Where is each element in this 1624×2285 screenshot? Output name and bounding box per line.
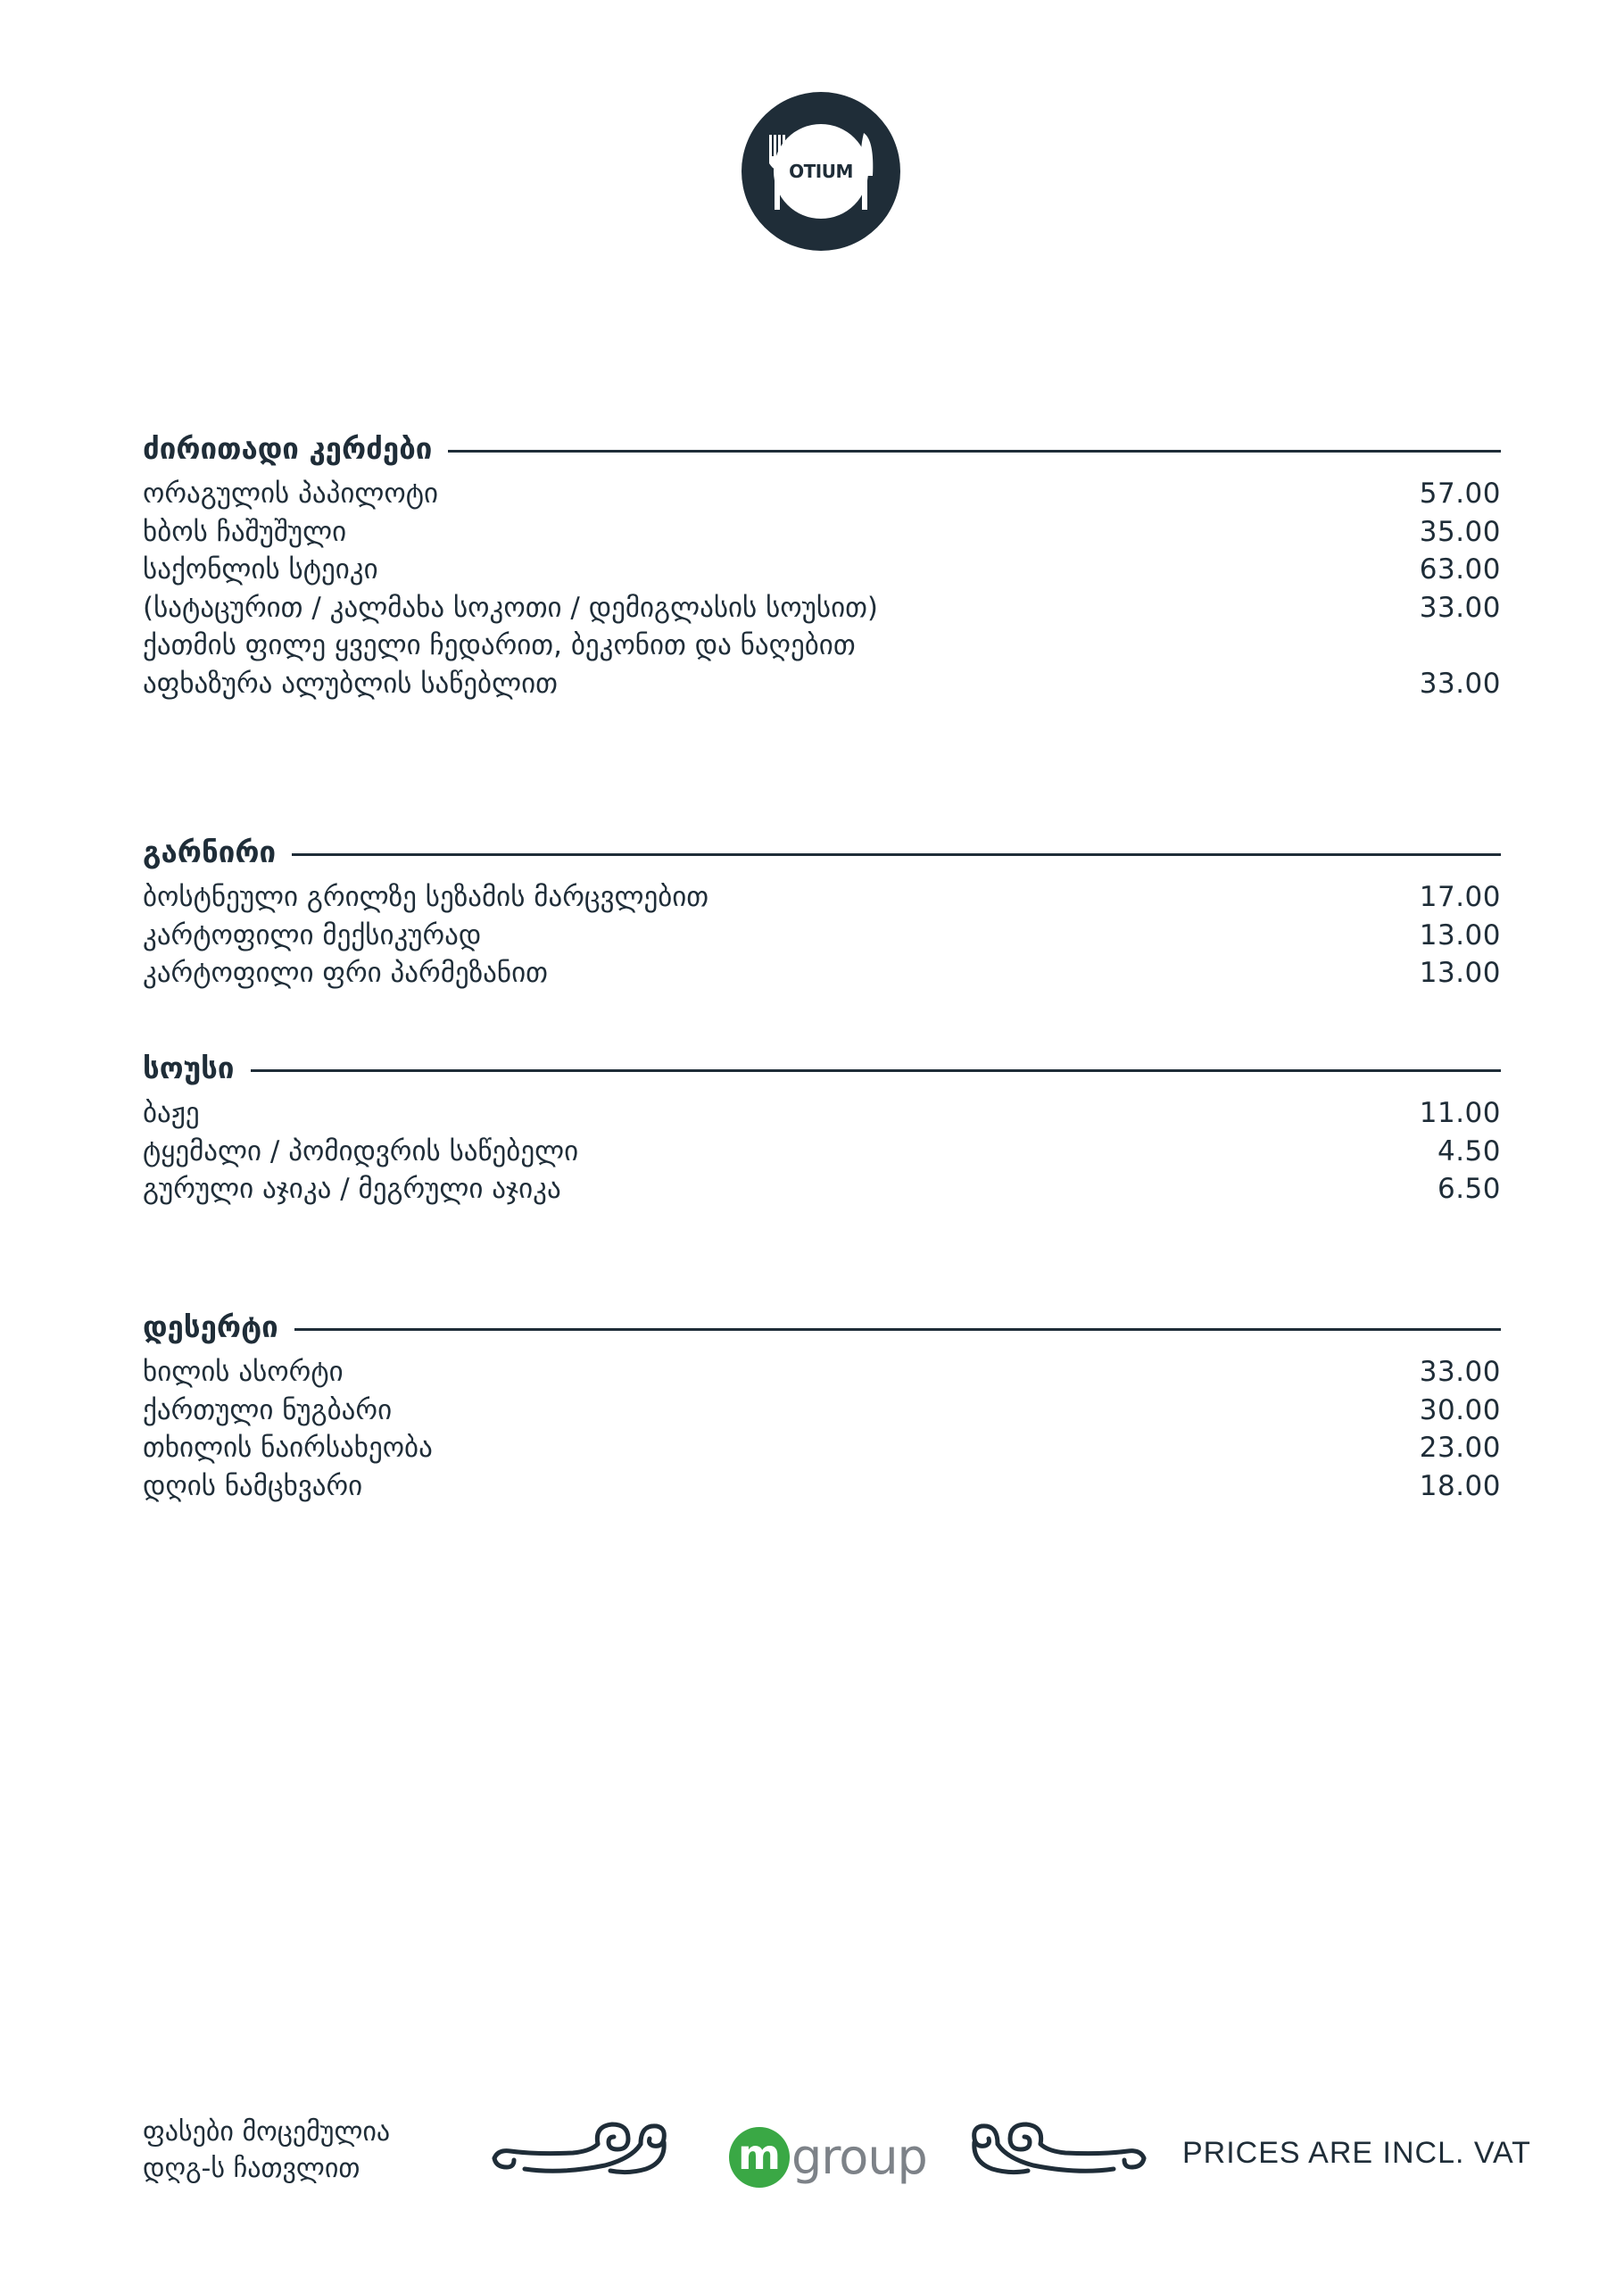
brand-badge: m bbox=[729, 2127, 790, 2188]
section-header bbox=[143, 832, 1501, 873]
item-price: 63.00 bbox=[1419, 553, 1501, 586]
brand-wordmark: group bbox=[791, 2129, 927, 2185]
menu-item bbox=[143, 589, 1501, 627]
divider bbox=[294, 1328, 1501, 1331]
item-price: 13.00 bbox=[1419, 957, 1501, 989]
menu-items bbox=[143, 475, 1501, 702]
menu-items bbox=[143, 1094, 1501, 1209]
item-price: 35.00 bbox=[1419, 515, 1501, 548]
item-name: გურული აჯიკა / მეგრული აჯიკა bbox=[143, 1173, 561, 1205]
menu-item bbox=[143, 665, 1501, 703]
mgroup-logo bbox=[729, 2126, 927, 2189]
item-price: 30.00 bbox=[1419, 1393, 1501, 1426]
menu-item bbox=[143, 1429, 1501, 1467]
item-name: ხილის ასორტი bbox=[143, 1356, 344, 1388]
section-title: გარნირი bbox=[143, 835, 277, 869]
item-price: 6.50 bbox=[1437, 1173, 1501, 1205]
menu-item bbox=[143, 627, 1501, 665]
item-name: კარტოფილი მექსიკურად bbox=[143, 918, 482, 951]
item-name: თხილის ნაირსახეობა bbox=[143, 1432, 433, 1464]
menu-item bbox=[143, 1094, 1501, 1133]
section-title: სოუსი bbox=[143, 1051, 235, 1085]
menu-items bbox=[143, 878, 1501, 993]
menu-item bbox=[143, 551, 1501, 589]
section-header bbox=[143, 428, 1501, 469]
divider bbox=[292, 853, 1501, 856]
item-name: საქონლის სტეიკი bbox=[143, 553, 378, 586]
section-sauces bbox=[143, 1048, 1501, 1209]
item-name: ორაგულის პაპილოტი bbox=[143, 478, 439, 510]
left-flourish-ornament bbox=[489, 2119, 667, 2181]
item-name: ქათმის ფილე ყველი ჩედარით, ბეკონით და ნაღებით bbox=[143, 629, 856, 661]
vat-note-line1: ფასები მოცემულია bbox=[143, 2116, 391, 2148]
item-name: ტყემალი / პომიდვრის საწებელი bbox=[143, 1134, 579, 1167]
item-name: დღის ნამცხვარი bbox=[143, 1469, 363, 1502]
menu-item bbox=[143, 513, 1501, 552]
section-title: დესერტი bbox=[143, 1309, 278, 1344]
knife-icon bbox=[861, 133, 873, 210]
restaurant-logo bbox=[742, 92, 900, 251]
divider bbox=[448, 450, 1501, 453]
section-header bbox=[143, 1307, 1501, 1348]
item-name: აფხაზურა ალუბლის საწებლით bbox=[143, 667, 558, 700]
item-price: 17.00 bbox=[1419, 881, 1501, 913]
item-price: 18.00 bbox=[1419, 1469, 1501, 1502]
item-name: (სატაცურით / კალმახა სოკოთი / დემიგლასის სოუსით) bbox=[143, 591, 879, 624]
vat-note-line2: დღგ-ს ჩათვლით bbox=[143, 2153, 360, 2184]
section-side-dishes bbox=[143, 832, 1501, 993]
section-desserts bbox=[143, 1307, 1501, 1505]
item-name: ბოსტნეული გრილზე სეზამის მარცვლებით bbox=[143, 881, 709, 913]
item-price: 33.00 bbox=[1419, 591, 1501, 624]
item-price: 33.00 bbox=[1419, 1356, 1501, 1388]
menu-item bbox=[143, 878, 1501, 917]
divider bbox=[251, 1069, 1502, 1072]
menu-item bbox=[143, 1170, 1501, 1209]
menu-item bbox=[143, 1392, 1501, 1430]
logo-wordmark: OTIUM bbox=[789, 161, 853, 182]
menu-item bbox=[143, 475, 1501, 513]
menu-item bbox=[143, 1467, 1501, 1506]
item-price: 13.00 bbox=[1419, 918, 1501, 951]
item-name: ქართული ნუგბარი bbox=[143, 1393, 393, 1426]
item-price: 33.00 bbox=[1419, 667, 1501, 700]
item-price: 23.00 bbox=[1419, 1432, 1501, 1464]
menu-item bbox=[143, 1353, 1501, 1392]
vat-note-english: PRICES ARE INCL. VAT bbox=[1182, 2136, 1531, 2170]
item-price: 4.50 bbox=[1437, 1134, 1501, 1167]
vat-note-georgian bbox=[143, 2114, 390, 2187]
section-header bbox=[143, 1048, 1501, 1089]
item-name: კარტოფილი ფრი პარმეზანით bbox=[143, 957, 548, 989]
right-flourish-ornament bbox=[971, 2119, 1149, 2181]
menu-items bbox=[143, 1353, 1501, 1505]
item-name: ბაჟე bbox=[143, 1097, 200, 1129]
menu-item bbox=[143, 954, 1501, 993]
section-title: ძირითადი კერძები bbox=[143, 431, 433, 466]
item-price: 57.00 bbox=[1419, 478, 1501, 510]
menu-item bbox=[143, 1133, 1501, 1171]
section-main-dishes bbox=[143, 428, 1501, 702]
menu-item bbox=[143, 917, 1501, 955]
item-name: ხბოს ჩაშუშული bbox=[143, 515, 347, 548]
item-price: 11.00 bbox=[1419, 1097, 1501, 1129]
